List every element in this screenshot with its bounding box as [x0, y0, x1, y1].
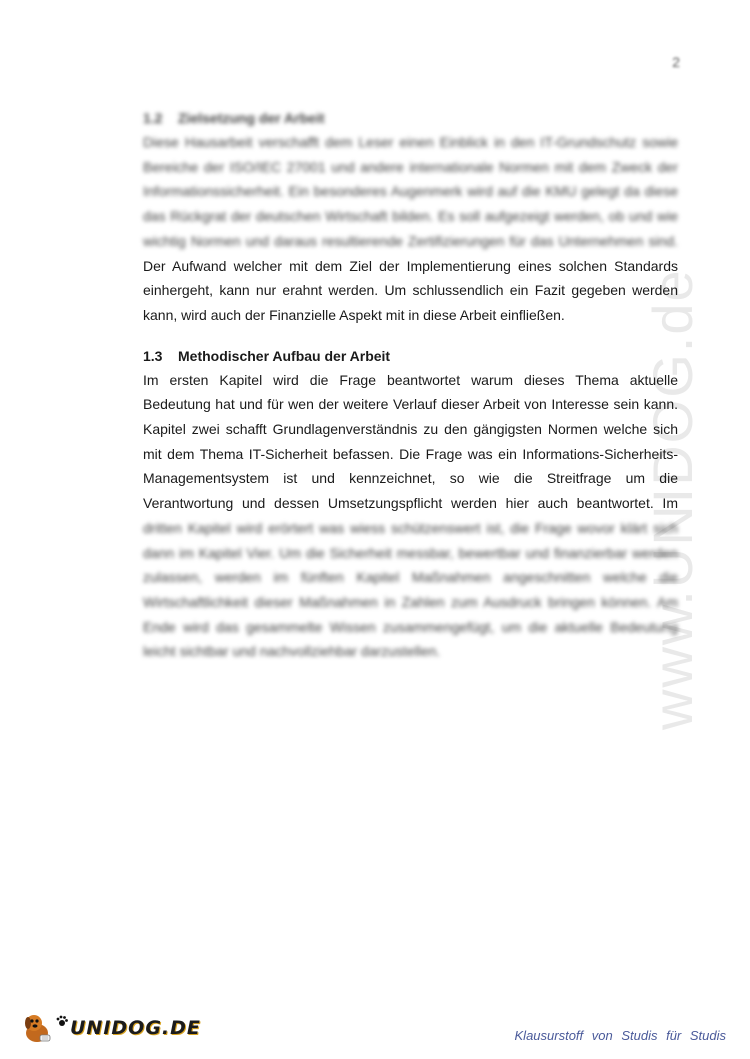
- paragraph-line: mit dem Thema IT-Sicherheit befassen. Die Frage was ein Informations-Sicherheits-: [143, 445, 678, 462]
- paragraph-line: Im ersten Kapitel wird die Frage beantwortet warum dieses Thema aktuelle: [143, 371, 678, 388]
- footer-tagline: Klausurstoff von Studis für Studis: [514, 1028, 726, 1043]
- watermark: www.UNIDOG.de: [641, 268, 704, 730]
- paragraph-line: Informationssicherheit. Ein besonderes Augenmerk wird auf die KMU gelegt da diese: [143, 183, 678, 200]
- page-number: 2: [672, 54, 680, 70]
- paragraph-line: das Rückgrat der deutschen Wirtschaft bilden. Es soll aufgezeigt werden, ob und wie: [143, 208, 678, 225]
- dog-mascot-icon: [20, 1011, 54, 1045]
- section-heading-1-2: [143, 108, 678, 128]
- unidog-logo: [20, 1008, 201, 1048]
- paragraph-line: einhergeht, kann nur erahnt werden. Um schlussendlich ein Fazit gegeben werden: [143, 282, 678, 299]
- section-number: 1.2: [143, 110, 163, 126]
- section-heading-1-3: [143, 346, 678, 366]
- logo-text: UNIDOG.DE: [70, 1017, 201, 1039]
- paragraph-line: Diese Hausarbeit verschafft dem Leser einen Einblick in den IT-Grundschutz sowie: [143, 134, 678, 150]
- section-title: Methodischer Aufbau der Arbeit: [178, 347, 391, 364]
- paragraph-line: kann, wird auch der Finanzielle Aspekt mit in diese Arbeit einfließen.: [143, 306, 565, 323]
- paragraph-line: Bedeutung hat und für wen der weitere Verlauf dieser Arbeit von Interesse sein kann.: [143, 396, 678, 413]
- paragraph-line: wichtig Normen und daraus resultierende Zertifizierungen für das Unternehmen sind.: [143, 232, 678, 249]
- paragraph-line: dann im Kapitel Vier. Um die Sicherheit messbar, bewertbar und finanzierbar werden: [143, 544, 678, 561]
- paragraph-line: Ende wird das gesammelte Wissen zusammengefügt, um die aktuelle Bedeutung: [143, 618, 678, 635]
- paragraph-line: Kapitel zwei schafft Grundlagenverständnis zu den gängigsten Normen welche sich: [143, 421, 678, 438]
- document-body: [143, 108, 678, 664]
- paragraph-line: zulassen, werden im fünften Kapitel Maßnahmen angeschnitten welche die: [143, 569, 678, 586]
- section-paragraph-1-3: [143, 368, 678, 664]
- section-number: 1.3: [143, 347, 163, 364]
- paragraph-line: Managementsystem ist und kennzeichnet, so wie die Streitfrage um die: [143, 470, 678, 487]
- paragraph-line: leicht sichtbar und nachvollziehbar darzustellen.: [143, 643, 441, 660]
- paragraph-line: dritten Kapitel wird erörtert was wiess schützenswert ist, die Frage wovor klärt sich: [143, 519, 678, 536]
- paragraph-line: Bereiche der ISO/IEC 27001 und andere internationale Normen mit dem Zweck der: [143, 158, 678, 175]
- paragraph-line: Verantwortung und dessen Umsetzungspflicht werden hier auch beantwortet. Im: [143, 495, 678, 512]
- section-paragraph-1-2: [143, 130, 678, 328]
- section-title: Zielsetzung der Arbeit: [178, 110, 325, 126]
- paragraph-line: Wirtschaftlichkeit dieser Maßnahmen in Zahlen zum Ausdruck bringen können. Am: [143, 593, 678, 610]
- paragraph-line: Der Aufwand welcher mit dem Ziel der Implementierung eines solchen Standards: [143, 257, 678, 274]
- paw-icon: [56, 1015, 68, 1027]
